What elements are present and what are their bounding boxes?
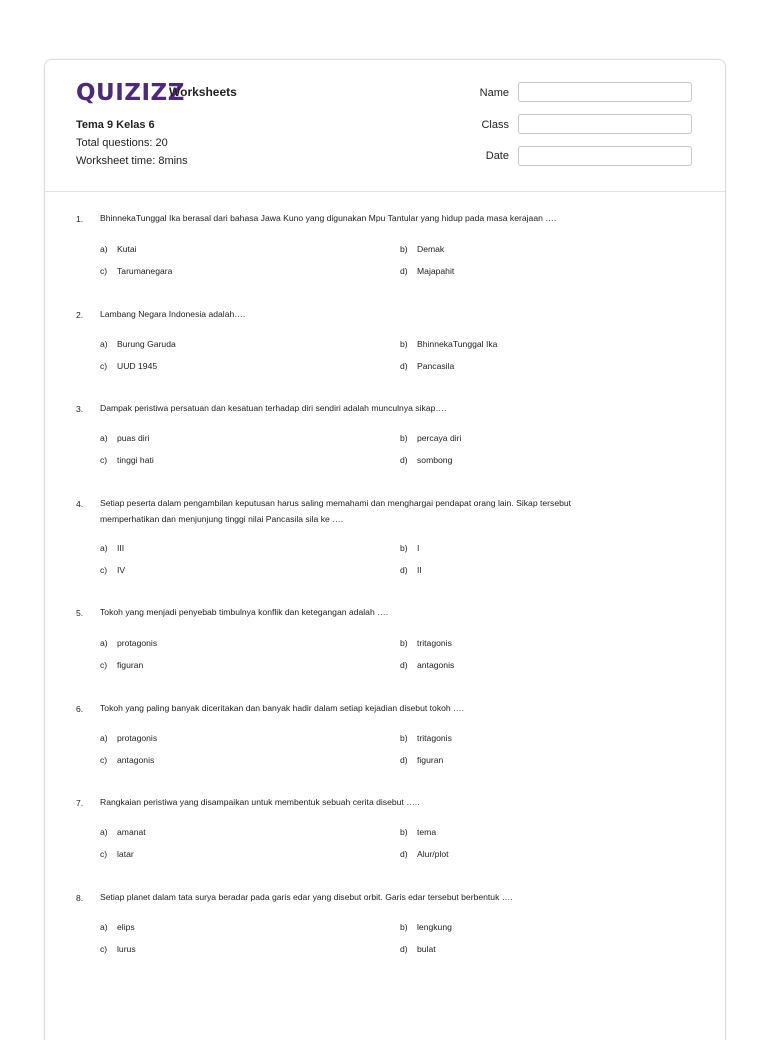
logo-subtitle: Worksheets [169,85,237,99]
option-b[interactable]: b) tritagonis [400,638,452,648]
option-a[interactable]: a) Burung Garuda [100,339,176,349]
option-a[interactable]: a) III [100,543,125,553]
worksheet-page [44,59,726,1040]
question-number: 1. [76,214,84,224]
question-text: Setiap planet dalam tata surya beradar pada garis edar yang disebut orbit. Garis edar tersebut berbentuk …. [100,892,513,902]
question-number: 7. [76,798,84,808]
worksheet-header [45,60,725,192]
option-b[interactable]: b) BhinnekaTunggal Ika [400,339,498,349]
quizizz-logo: QUIZIZZ [76,80,185,106]
option-c[interactable]: c) tinggi hati [100,455,154,465]
name-label: Name [479,87,509,99]
option-c[interactable]: c) IV [100,565,126,575]
question-number: 4. [76,499,84,509]
worksheet-title: Tema 9 Kelas 6 [76,119,155,131]
option-a[interactable]: a) Kutai [100,244,137,254]
option-a[interactable]: a) protagonis [100,638,158,648]
option-b[interactable]: b) I [400,543,420,553]
option-d[interactable]: d) antagonis [400,660,455,670]
total-questions: Total questions: 20 [76,137,168,149]
question-text-line-1: Setiap peserta dalam pengambilan keputusan harus saling memahami dan menghargai pendapat orang lain. Sikap tersebut [100,498,572,508]
question-text: Tokoh yang menjadi penyebab timbulnya konflik dan ketegangan adalah …. [100,607,389,617]
option-c[interactable]: c) antagonis [100,755,155,765]
option-b[interactable]: b) Demak [400,244,445,254]
option-a[interactable]: a) puas diri [100,433,150,443]
option-c[interactable]: c) lurus [100,944,136,954]
option-b[interactable]: b) percaya diri [400,433,462,443]
option-b[interactable]: b) lengkung [400,922,452,932]
question-text: Dampak peristiwa persatuan dan kesatuan terhadap diri sendiri adalah munculnya sikap…. [100,403,447,413]
question-text: Lambang Negara Indonesia adalah…. [100,309,246,319]
option-d[interactable]: d) sombong [400,455,453,465]
question-number: 5. [76,608,84,618]
option-d[interactable]: d) II [400,565,422,575]
option-b[interactable]: b) tema [400,827,437,837]
question-number: 3. [76,404,84,414]
question-number: 2. [76,310,84,320]
question-text: Rangkaian peristiwa yang disampaikan untuk membentuk sebuah cerita disebut ….. [100,797,420,807]
option-d[interactable]: d) bulat [400,944,436,954]
question-text-line-2: memperhatikan dan menjunjung tinggi nilai Pancasila sila ke …. [100,514,344,524]
option-d[interactable]: d) figuran [400,755,444,765]
question-number: 8. [76,893,84,903]
option-b[interactable]: b) tritagonis [400,733,452,743]
class-label: Class [481,119,509,131]
question-text: BhinnekaTunggal Ika berasal dari bahasa Jawa Kuno yang digunakan Mpu Tantular yang hidup pada masa kerajaan …. [100,213,557,223]
date-label: Date [485,150,509,162]
option-d[interactable]: d) Pancasila [400,361,455,371]
date-field[interactable] [518,146,692,166]
option-a[interactable]: a) amanat [100,827,146,837]
option-d[interactable]: d) Majapahit [400,266,455,276]
option-c[interactable]: c) latar [100,849,134,859]
option-a[interactable]: a) protagonis [100,733,158,743]
name-field[interactable] [518,82,692,102]
option-c[interactable]: c) Tarumanegara [100,266,173,276]
question-text: Tokoh yang paling banyak diceritakan dan banyak hadir dalam setiap kejadian disebut tokoh …. [100,703,465,713]
option-a[interactable]: a) elips [100,922,135,932]
question-number: 6. [76,704,84,714]
option-d[interactable]: d) Alur/plot [400,849,449,859]
worksheet-time: Worksheet time: 8mins [76,155,188,167]
option-c[interactable]: c) UUD 1945 [100,361,158,371]
option-c[interactable]: c) figuran [100,660,144,670]
class-field[interactable] [518,114,692,134]
